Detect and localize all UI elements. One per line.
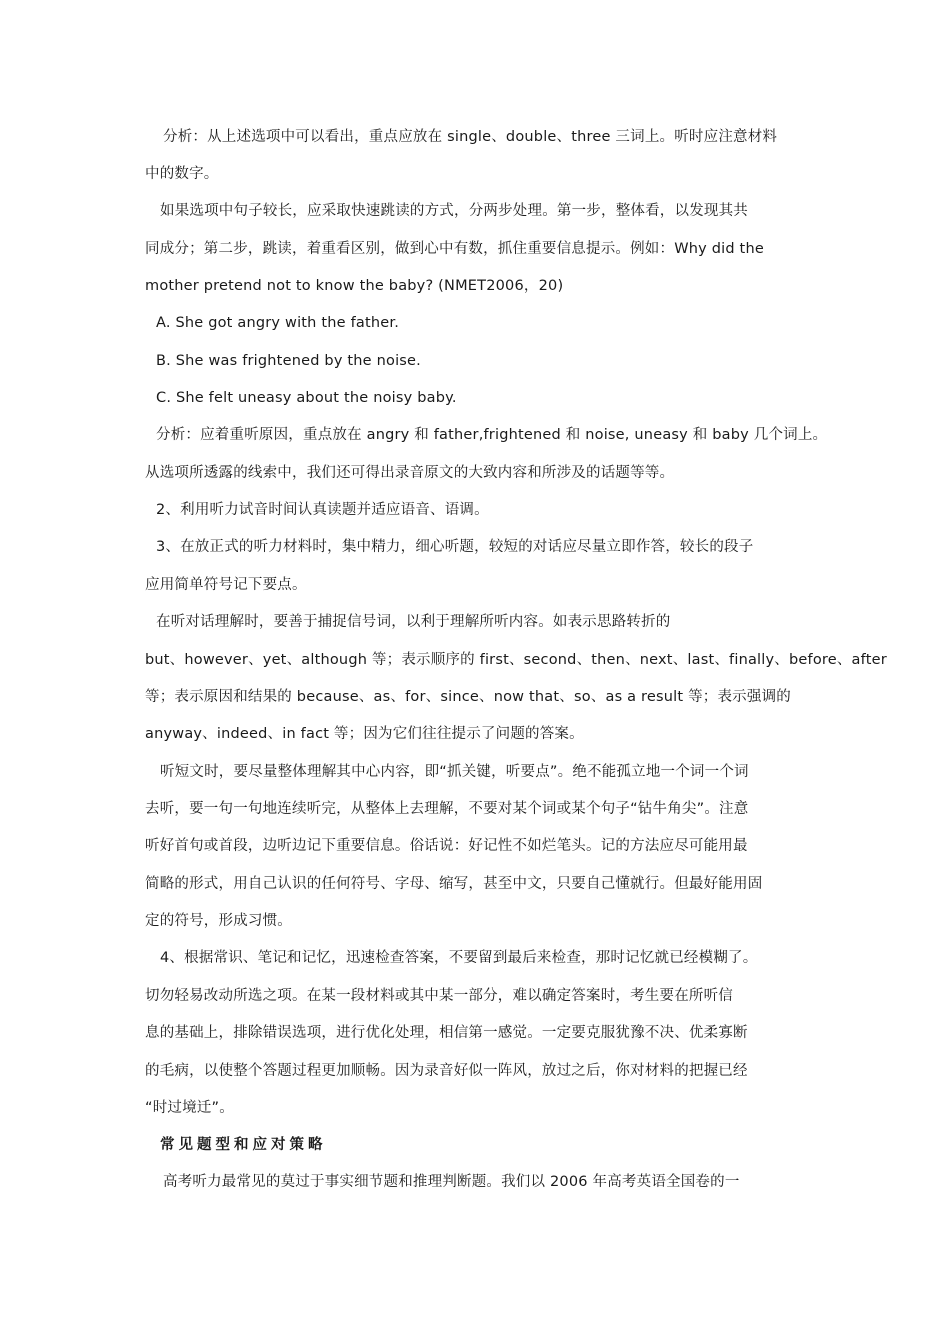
- section-heading: 常见题型和应对策略: [160, 1137, 327, 1153]
- paragraph-line: 听好首句或首段，边听边记下重要信息。俗话说：好记性不如烂笔头。记的方法应尽可能用最: [145, 838, 748, 854]
- paragraph-line: 2、利用听力试音时间认真读题并适应语音、语调。: [156, 502, 489, 518]
- paragraph-line: 在听对话理解时，要善于捕捉信号词，以利于理解所听内容。如表示思路转折的: [156, 614, 671, 630]
- paragraph-line: 如果选项中句子较长，应采取快速跳读的方式，分两步处理。第一步，整体看，以发现其共: [160, 203, 748, 219]
- option-line: A. She got angry with the father.: [156, 315, 400, 331]
- paragraph-line: anyway、indeed、in fact 等；因为它们往往提示了问题的答案。: [145, 726, 584, 742]
- option-line: B. She was frightened by the noise.: [156, 353, 421, 369]
- paragraph-line: 同成分；第二步，跳读，着重看区别，做到心中有数，抓住重要信息提示。例如：Why did the: [145, 241, 764, 257]
- paragraph-line: 中的数字。: [145, 166, 219, 182]
- paragraph-line: mother pretend not to know the baby? (NMET2006，20): [145, 278, 564, 294]
- paragraph-line: “时过境迁”。: [145, 1100, 234, 1116]
- paragraph-line: 息的基础上，排除错误选项，进行优化处理，相信第一感觉。一定要克服犹豫不决、优柔寡断: [145, 1025, 748, 1041]
- paragraph-line: 定的符号，形成习惯。: [145, 913, 292, 929]
- paragraph-line: 4、根据常识、笔记和记忆，迅速检查答案，不要留到最后来检查，那时记忆就已经模糊了。: [160, 950, 758, 966]
- option-line: C. She felt uneasy about the noisy baby.: [156, 390, 457, 406]
- paragraph-line: 3、在放正式的听力材料时，集中精力，细心听题，较短的对话应尽量立即作答，较长的段子: [156, 539, 754, 555]
- paragraph-line: 去听，要一句一句地连续听完，从整体上去理解，不要对某个词或某个句子“钻牛角尖”。注意: [145, 801, 749, 817]
- paragraph-line: 简略的形式，用自己认识的任何符号、字母、缩写，甚至中文，只要自己懂就行。但最好能用固: [145, 876, 763, 892]
- paragraph-line: 从选项所透露的线索中，我们还可得出录音原文的大致内容和所涉及的话题等等。: [145, 465, 675, 481]
- paragraph-line: 分析：从上述选项中可以看出，重点应放在 single、double、three 三词上。听时应注意材料: [163, 129, 778, 145]
- paragraph-line: 的毛病，以使整个答题过程更加顺畅。因为录音好似一阵风，放过之后，你对材料的把握已经: [145, 1063, 748, 1079]
- paragraph-line: 应用简单符号记下要点。: [145, 577, 307, 593]
- paragraph-line: 等；表示原因和结果的 because、as、for、since、now that、so、as a result 等；表示强调的: [145, 689, 791, 705]
- paragraph-line: 听短文时，要尽量整体理解其中心内容，即“抓关键，听要点”。绝不能孤立地一个词一个词: [160, 764, 749, 780]
- paragraph-line: 高考听力最常见的莫过于事实细节题和推理判断题。我们以 2006 年高考英语全国卷的一: [163, 1174, 740, 1190]
- paragraph-line: 分析：应着重听原因，重点放在 angry 和 father,frightened 和 noise, uneasy 和 baby 几个词上。: [156, 427, 828, 443]
- paragraph-line: 切勿轻易改动所选之项。在某一段材料或其中某一部分，难以确定答案时，考生要在所听信: [145, 988, 733, 1004]
- paragraph-line: but、however、yet、although 等；表示顺序的 first、second、then、next、last、finally、before、after: [145, 652, 887, 668]
